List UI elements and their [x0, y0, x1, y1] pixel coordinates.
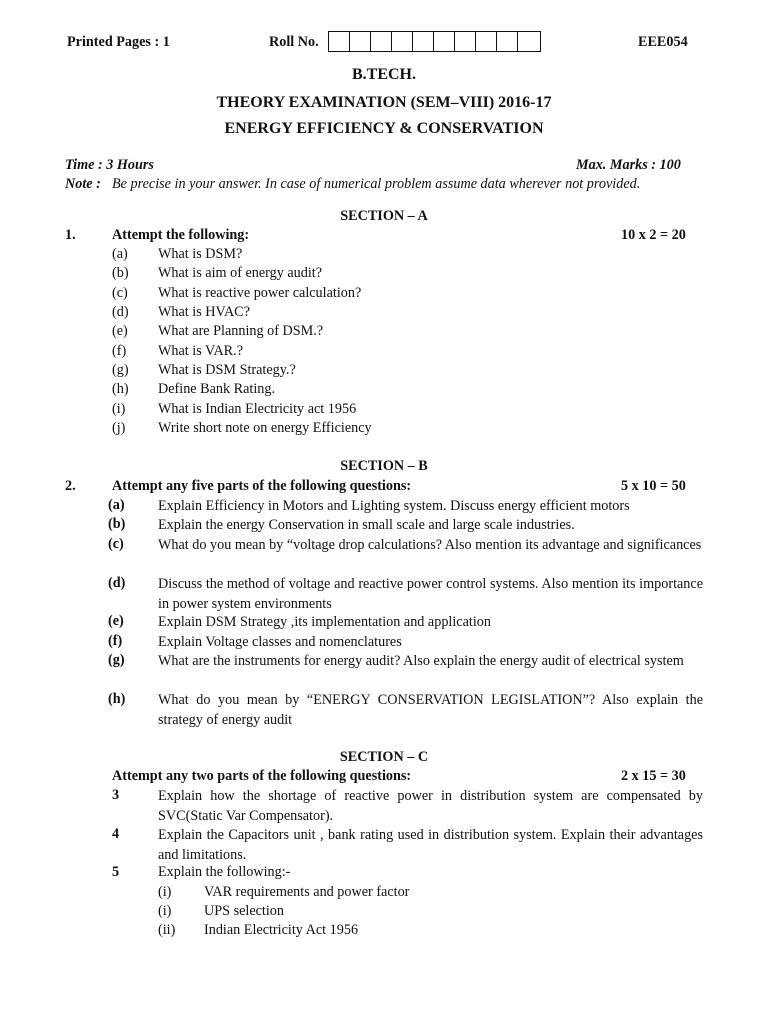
list-item: What is HVAC?: [158, 304, 250, 320]
section-c-title: SECTION – C: [339, 749, 429, 765]
note-text: Be precise in your answer. In case of numerical problem assume data wherever not provided.: [112, 176, 641, 192]
subject-code: EEE054: [638, 34, 688, 50]
section-b-title: SECTION – B: [340, 458, 428, 474]
exam-title: THEORY EXAMINATION (SEM–VIII) 2016-17: [216, 94, 552, 111]
list-item: What is VAR.?: [158, 343, 243, 359]
list-item: Explain how the shortage of reactive power in distribution system are compensated by SVC(Static Var Compensator).: [158, 788, 703, 824]
list-item-label: (c): [108, 536, 124, 552]
list-item-label: (h): [112, 381, 129, 397]
list-item-label: (d): [108, 575, 126, 591]
list-item-label: 4: [112, 826, 120, 842]
sub-item-label: (i): [158, 884, 172, 900]
list-item: Explain Voltage classes and nomenclatures: [158, 634, 402, 650]
list-item-label: (e): [108, 613, 124, 629]
list-item: What is DSM Strategy.?: [158, 362, 296, 378]
printed-pages: Printed Pages : 1: [67, 34, 170, 50]
list-item: Explain the energy Conservation in small scale and large scale industries.: [158, 517, 575, 533]
roll-no-label: Roll No.: [269, 34, 319, 50]
section-c-marks: 2 x 15 = 30: [621, 768, 686, 784]
list-item: Explain DSM Strategy ,its implementation and application: [158, 614, 491, 630]
list-item: What do you mean by “ENERGY CONSERVATION LEGISLATION”? Also explain the strategy of energy audit: [158, 692, 703, 728]
list-item-label: (d): [112, 304, 129, 320]
sub-item-label: (i): [158, 903, 172, 919]
section-a-marks: 10 x 2 = 20: [621, 227, 686, 243]
list-item-label: (i): [112, 401, 126, 417]
degree-title: B.TECH.: [351, 66, 416, 83]
roll-no-boxes[interactable]: [328, 31, 541, 52]
list-item: Define Bank Rating.: [158, 381, 276, 397]
list-item-label: (c): [112, 285, 128, 301]
sub-item: UPS selection: [204, 903, 284, 919]
list-item-label: 5: [112, 864, 120, 880]
list-item: What are Planning of DSM.?: [158, 323, 324, 339]
list-item-label: (a): [112, 246, 128, 262]
list-item-label: (b): [112, 265, 129, 281]
list-item: Explain the following:-: [158, 864, 291, 880]
list-item-label: (h): [108, 691, 126, 707]
sub-item-label: (ii): [158, 922, 176, 938]
list-item: What is Indian Electricity act 1956: [158, 401, 357, 417]
list-item: Discuss the method of voltage and reactive power control systems. Also mention its importance in power system environments: [158, 576, 703, 612]
section-b-marks: 5 x 10 = 50: [621, 478, 686, 494]
list-item-label: (e): [112, 323, 128, 339]
list-item-label: (f): [108, 633, 123, 649]
list-item: What are the instruments for energy audit? Also explain the energy audit of electrical system: [158, 653, 684, 669]
section-a-heading: Attempt the following:: [112, 227, 250, 243]
list-item: What do you mean by “voltage drop calculations? Also mention its advantage and significances: [158, 537, 702, 553]
list-item: What is reactive power calculation?: [158, 285, 362, 301]
list-item: What is DSM?: [158, 246, 243, 262]
section-b-heading: Attempt any five parts of the following questions:: [112, 478, 412, 494]
list-item-label: (g): [112, 362, 129, 378]
max-marks: Max. Marks : 100: [576, 157, 681, 173]
list-item-label: 3: [112, 787, 120, 803]
question-1-number: 1.: [65, 227, 76, 243]
list-item: Explain the Capacitors unit , bank rating used in distribution system. Explain their advantages and limitations.: [158, 827, 703, 863]
list-item-label: (b): [108, 516, 126, 532]
sub-item: VAR requirements and power factor: [204, 884, 410, 900]
question-2-number: 2.: [65, 478, 76, 494]
section-a-title: SECTION – A: [340, 208, 428, 224]
time-label: Time : 3 Hours: [65, 157, 154, 173]
list-item-label: (j): [112, 420, 126, 436]
course-title: ENERGY EFFICIENCY & CONSERVATION: [224, 120, 544, 137]
list-item-label: (g): [108, 652, 125, 668]
list-item: What is aim of energy audit?: [158, 265, 323, 281]
list-item-label: (f): [112, 343, 127, 359]
list-item: Write short note on energy Efficiency: [158, 420, 372, 436]
section-c-heading: Attempt any two parts of the following questions:: [112, 768, 412, 784]
list-item-label: (a): [108, 497, 125, 513]
list-item: Explain Efficiency in Motors and Lighting system. Discuss energy efficient motors: [158, 498, 630, 514]
note-label: Note :: [65, 176, 101, 192]
sub-item: Indian Electricity Act 1956: [204, 922, 359, 938]
